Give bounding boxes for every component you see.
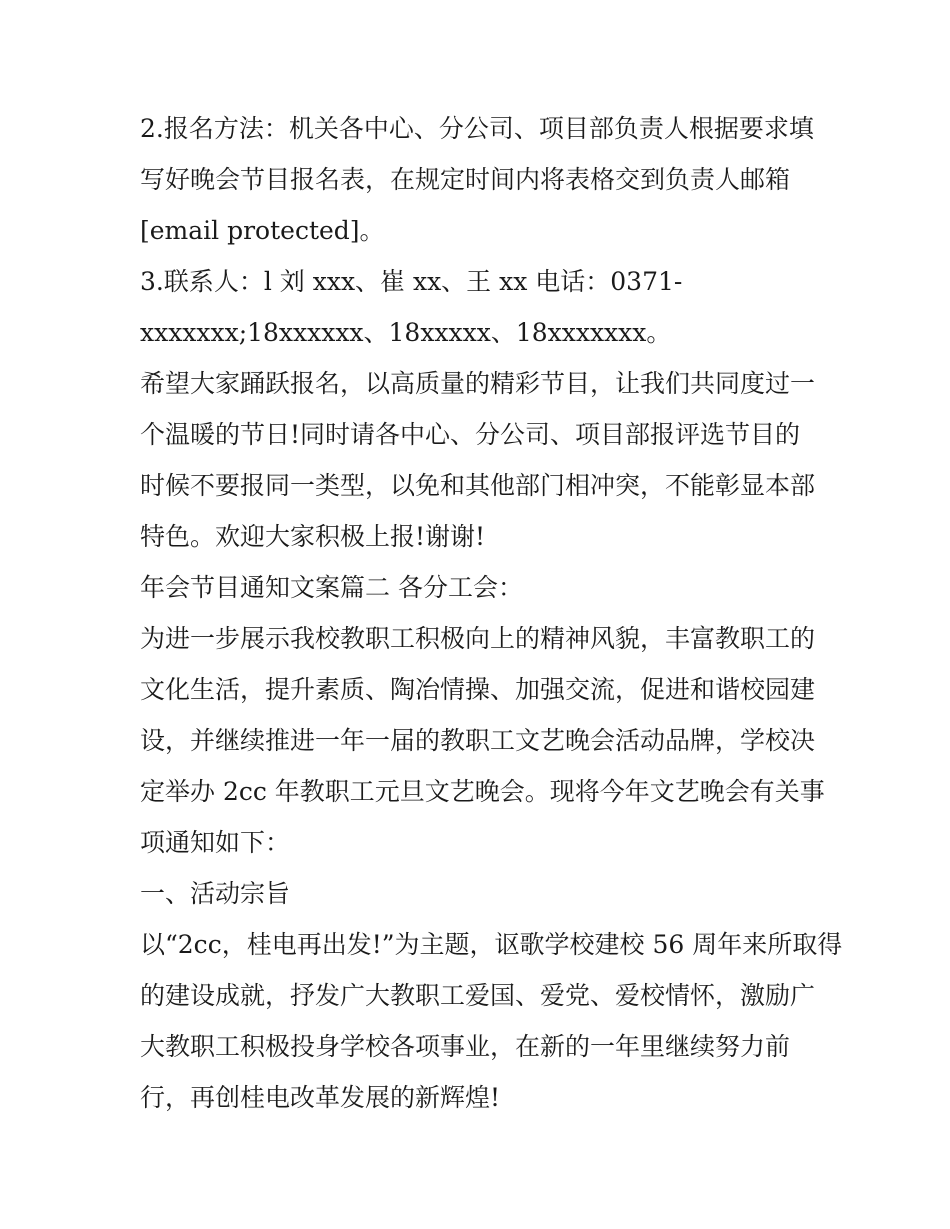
text-line: 定举办 2cc 年教职工元旦文艺晚会。现将今年文艺晚会有关事 <box>140 777 825 806</box>
text-line: 行，再创桂电改革发展的新辉煌! <box>140 1083 501 1112</box>
text-line: 为进一步展示我校教职工积极向上的精神风貌，丰富教职工的 <box>140 624 816 653</box>
text-line: xxxxxxx;18xxxxxx、18xxxxx、18xxxxxxx。 <box>140 318 672 347</box>
text-line: 3.联系人：l 刘 xxx、崔 xx、王 xx 电话：0371- <box>140 267 683 296</box>
text-line: 大教职工积极投身学校各项事业，在新的一年里继续努力前 <box>140 1032 791 1061</box>
text-line: 以“2cc，桂电再出发!”为主题，讴歌学校建校 56 周年来所取得 <box>140 930 843 959</box>
text-line: [email protected]。 <box>140 216 385 245</box>
text-line: 项通知如下： <box>140 828 291 857</box>
text-line: 的建设成就，抒发广大教职工爱国、爱党、爱校情怀，激励广 <box>140 981 816 1010</box>
text-line: 写好晚会节目报名表，在规定时间内将表格交到负责人邮箱 <box>140 165 791 194</box>
section-heading: 一、活动宗旨 <box>140 879 291 908</box>
section-heading: 年会节目通知文案篇二 各分工会： <box>140 573 523 602</box>
text-line: 文化生活，提升素质、陶冶情操、加强交流，促进和谐校园建 <box>140 675 816 704</box>
text-line: 个温暖的节日!同时请各中心、分公司、项目部报评选节目的 <box>140 420 801 449</box>
text-line: 2.报名方法：机关各中心、分公司、项目部负责人根据要求填 <box>140 114 814 143</box>
text-line: 特色。欢迎大家积极上报!谢谢! <box>140 522 486 551</box>
text-line: 设，并继续推进一年一届的教职工文艺晚会活动品牌，学校决 <box>140 726 816 755</box>
text-line: 希望大家踊跃报名，以高质量的精彩节目，让我们共同度过一 <box>140 369 816 398</box>
text-line: 时候不要报同一类型，以免和其他部门相冲突，不能彰显本部 <box>140 471 816 500</box>
